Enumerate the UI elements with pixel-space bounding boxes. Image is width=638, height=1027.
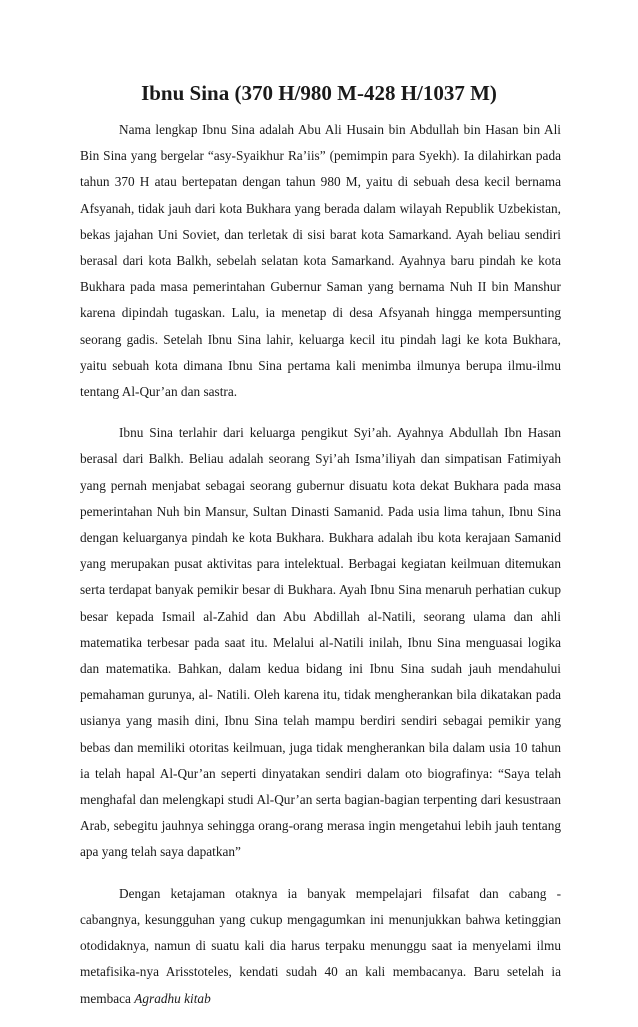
document-title: Ibnu Sina (370 H/980 M-428 H/1037 M): [141, 81, 497, 105]
paragraph-2: Ibnu Sina terlahir dari keluarga pengikut Syi’ah. Ayahnya Abdullah Ibn Hasan berasal dari Balkh. Beliau adalah seorang Syi’ah Isma’iliyah dan simpatisan Fatimiyah yang pernah menjabat sebagai seorang gubernur disuatu kota dekat Bukhara pada masa pemerintahan Nuh bin Mansur, Sultan Dinasti Samanid. Pada usia lima tahun, Ibnu Sina dengan keluarganya pindah ke kota Bukhara. Bukhara adalah ibu kota kerajaan Samanid yang merupakan pusat aktivitas para intelektual. Berbagai kegiatan keilmuan ditemukan serta terdapat banyak pemikir besar di Bukhara. Ayah Ibnu Sina menaruh perhatian cukup besar kepada Ismail al-Zahid dan Abu Abdillah al-Natili, seorang ulama dan ahli matematika terbesar pada saat itu. Melalui al-Natili inilah, Ibnu Sina menguasai logika dan matematika. Bahkan, dalam kedua bidang ini Ibnu Sina sudah jauh mendahului pemahaman gurunya, al- Natili. Oleh karena itu, tidak mengherankan bila dikatakan pada usianya yang masih dini, Ibnu Sina telah mampu berdiri sendiri sebagai pemikir yang bebas dan memiliki otoritas keilmuan, juga tidak mengherankan bila dalam usia 10 tahun ia telah hapal Al-Qur’an seperti dinyatakan sendiri dalam oto biografinya: “Saya telah menghafal dan melengkapi studi Al-Qur’an serta bagian-bagian terpenting dari kesustraan Arab, sebegitu jauhnya sehingga orang-orang merasa ingin mengetahui lebih jauh tentang apa yang telah saya dapatkan”: [80, 425, 561, 860]
paragraph-3-text: Dengan ketajaman otaknya ia banyak mempelajari filsafat dan cabang - cabangnya, kesungguhan yang cukup mengagumkan ini menunjukkan bahwa ketinggian otodidaknya, namun di suatu kali dia harus terpaku menunggu saat ia menyelami ilmu metafisika-nya Arisstoteles, kendati sudah 40 an kali membacanya. Baru setelah ia membaca: [80, 885, 561, 1006]
document-body: [80, 117, 561, 1027]
paragraph-3: [80, 881, 561, 1012]
paragraph-3-italic-title: Agradhu kitab: [134, 990, 211, 1006]
paragraph-1: Nama lengkap Ibnu Sina adalah Abu Ali Husain bin Abdullah bin Hasan bin Ali Bin Sina yang bergelar “asy-Syaikhur Ra’iis” (pemimpin para Syekh). Ia dilahirkan pada tahun 370 H atau bertepatan dengan tahun 980 M, yaitu di sebuah desa kecil bernama Afsyanah, tidak jauh dari kota Bukhara yang berada dalam wilayah Republik Uzbekistan, bekas jajahan Uni Soviet, dan terletak di sisi barat kota Samarkand. Ayah beliau sendiri berasal dari kota Balkh, sebelah selatan kota Samarkand. Ayahnya baru pindah ke kota Bukhara pada masa pemerintahan Gubernur Saman yang bernama Nuh II bin Manshur karena dipindah tugaskan. Lalu, ia menetap di desa Afsyanah hingga mempersunting seorang gadis. Setelah Ibnu Sina lahir, keluarga kecil itu pindah lagi ke kota Bukhara, yaitu sebuah kota dimana Ibnu Sina pertama kali menimba ilmunya berupa ilmu-ilmu tentang Al-Qur’an dan sastra.: [80, 122, 561, 400]
